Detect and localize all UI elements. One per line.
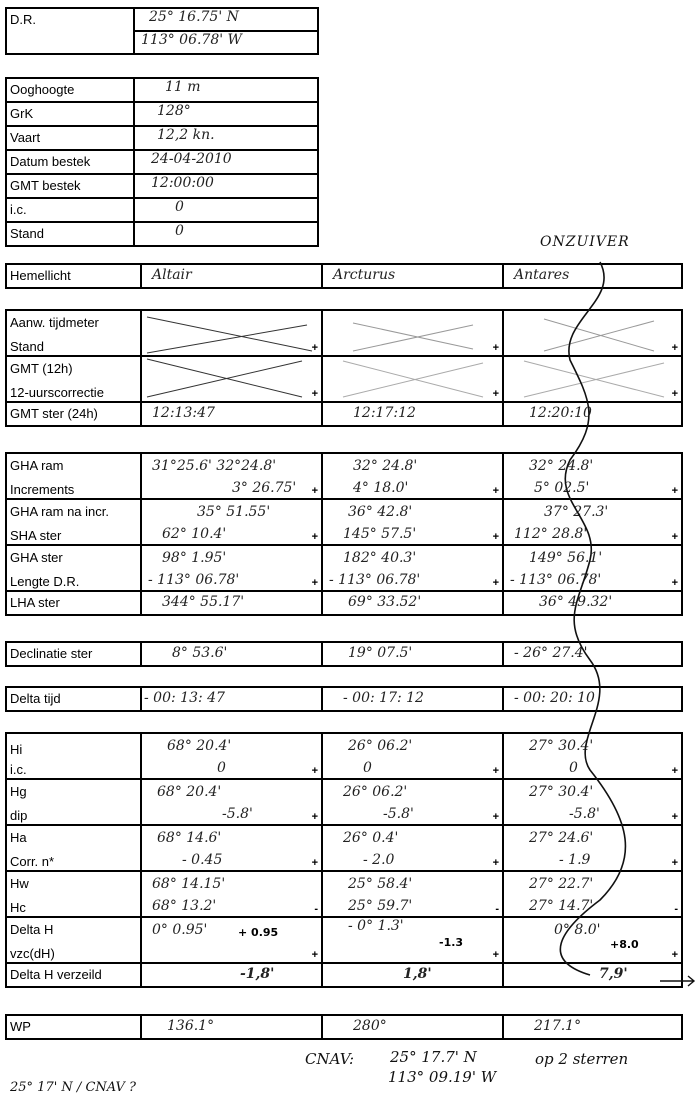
star-name: Altair — [152, 267, 192, 283]
value-cell: 0° 0.95' + 0.95 + — [141, 917, 322, 963]
value: 68° 20.4' — [157, 784, 222, 800]
dr-latitude: 25° 16.75' N — [134, 8, 318, 31]
value: +8.0 — [610, 938, 639, 951]
value: 217.1° — [534, 1018, 582, 1034]
value: 27° 30.4' — [529, 784, 594, 800]
value-cell: 32° 24.8' 4° 18.0' + — [322, 453, 503, 499]
value: - 00: 13: 47 — [144, 690, 225, 706]
cnav-latitude: 25° 17.7' N — [390, 1048, 477, 1066]
label-line: Stand — [10, 339, 44, 354]
label-line: GHA ster — [10, 550, 63, 565]
onzuiver-note: ONZUIVER — [540, 234, 630, 250]
value-cell: 35° 51.55' 62° 10.4' + — [141, 499, 322, 545]
value: -5.8' — [222, 806, 253, 822]
value: -5.8' — [569, 806, 600, 822]
value: 32° 24.8' — [353, 458, 418, 474]
value: 69° 33.52' — [348, 594, 422, 610]
value-cell: 68° 20.4' -5.8' + — [141, 779, 322, 825]
label-line: vzc(dH) — [10, 946, 55, 961]
label-line: Hg — [10, 784, 27, 799]
value: 112° 28.8' — [514, 526, 588, 542]
value: - 00: 20: 10 — [514, 690, 595, 706]
label-line: Lengte D.R. — [10, 574, 80, 589]
label-line: 12-uurscorrectie — [10, 385, 104, 400]
value: 25° 59.7' — [348, 898, 413, 914]
value-cell: - 0° 1.3' -1.3 + — [322, 917, 503, 963]
value: 27° 24.6' — [529, 830, 594, 846]
crossed-cell: + — [141, 356, 322, 402]
value: 62° 10.4' — [162, 526, 227, 542]
label-line: i.c. — [10, 762, 27, 777]
value: - 2.0 — [363, 852, 395, 868]
star-name: Antares — [514, 267, 570, 283]
value: 4° 18.0' — [353, 480, 409, 496]
value: 145° 57.5' — [343, 526, 417, 542]
value: 36° 49.32' — [539, 594, 613, 610]
value-cell: 182° 40.3' - 113° 06.78' + — [322, 545, 503, 591]
value: -5.8' — [383, 806, 414, 822]
value: - 113° 06.78' — [148, 572, 240, 588]
value: 35° 51.55' — [197, 504, 271, 520]
value: 12:17:12 — [353, 405, 416, 421]
value-cell: 98° 1.95' - 113° 06.78' + — [141, 545, 322, 591]
value-cell: 36° 42.8' 145° 57.5' + — [322, 499, 503, 545]
value-cell: 26° 06.2' 0 + — [322, 733, 503, 779]
value: - 113° 06.78' — [510, 572, 602, 588]
label-line: Increments — [10, 482, 75, 497]
info-label: Stand — [6, 222, 134, 246]
label-line: Hi — [10, 742, 23, 757]
value: 19° 07.5' — [348, 645, 413, 661]
value-cell: 37° 27.3' 112° 28.8' + — [503, 499, 682, 545]
label-line: Hw — [10, 876, 29, 891]
label-line: Ha — [10, 830, 27, 845]
label-line: Corr. n* — [10, 854, 55, 869]
value: 31°25.6' 32°24.8' — [152, 458, 277, 474]
crossed-cell: + — [322, 310, 503, 356]
label-line: WP — [10, 1019, 31, 1034]
value-cell: 68° 20.4' 0 + — [141, 733, 322, 779]
label-line: GHA ram — [10, 458, 64, 473]
value-cell: 27° 30.4' -5.8' + — [503, 779, 682, 825]
label-line: Delta H verzeild — [10, 967, 102, 982]
value: 27° 14.7' — [529, 898, 594, 914]
value: -1,8' — [240, 966, 275, 982]
label-line: dip — [10, 808, 28, 823]
value: 68° 20.4' — [167, 738, 232, 754]
value: 0 — [569, 760, 578, 776]
value: + 0.95 — [238, 926, 279, 939]
crossed-cell: + — [503, 356, 682, 402]
star-name: Arcturus — [333, 267, 396, 283]
value-cell: 32° 24.8' 5° 02.5' + — [503, 453, 682, 499]
value: 68° 14.6' — [157, 830, 222, 846]
value: 27° 22.7' — [529, 876, 594, 892]
value-cell: 149° 56.1' - 113° 06.78' + — [503, 545, 682, 591]
value-cell: 25° 58.4' 25° 59.7' - — [322, 871, 503, 917]
dr-label: D.R. — [6, 8, 134, 54]
value: - 1.9 — [559, 852, 591, 868]
label-line: Hc — [10, 900, 26, 915]
value: 68° 13.2' — [152, 898, 217, 914]
value: 136.1° — [167, 1018, 215, 1034]
value: 26° 06.2' — [343, 784, 408, 800]
label-line: SHA ster — [10, 528, 62, 543]
value: 12:20:10 — [529, 405, 592, 421]
value: 182° 40.3' — [343, 550, 417, 566]
value: - 0° 1.3' — [348, 918, 404, 934]
value-cell: 68° 14.6' - 0.45 + — [141, 825, 322, 871]
hemellicht-label: Hemellicht — [10, 268, 71, 283]
dr-longitude: 113° 06.78' W — [134, 31, 318, 54]
value: 5° 02.5' — [534, 480, 590, 496]
value-cell: 26° 0.4' - 2.0 + — [322, 825, 503, 871]
value: - 113° 06.78' — [329, 572, 421, 588]
info-value: 128° — [134, 102, 318, 126]
value-cell: 31°25.6' 32°24.8' 3° 26.75' + — [141, 453, 322, 499]
info-value: 12:00:00 — [134, 174, 318, 198]
label-line: Aanw. tijdmeter — [10, 315, 99, 330]
info-value: 0 — [134, 198, 318, 222]
label-line: Delta H — [10, 922, 54, 937]
cnav-label: CNAV: — [305, 1050, 355, 1068]
label-line: GHA ram na incr. — [10, 504, 109, 519]
value: -1.3 — [439, 936, 464, 949]
value: 1,8' — [403, 966, 432, 982]
value-cell: 0° 8.0' +8.0 + — [503, 917, 682, 963]
value-cell: 27° 30.4' 0 + — [503, 733, 682, 779]
value: - 26° 27.4' — [514, 645, 588, 661]
value: 3° 26.75' — [232, 480, 297, 496]
value-cell: 27° 24.6' - 1.9 + — [503, 825, 682, 871]
info-value: 11 m — [134, 78, 318, 102]
info-label: Datum bestek — [6, 150, 134, 174]
value: - 0.45 — [182, 852, 223, 868]
value: 26° 0.4' — [343, 830, 399, 846]
value: 0 — [217, 760, 226, 776]
bottom-note: 25° 17' N / CNAV ? — [10, 1080, 136, 1095]
label-line: Delta tijd — [10, 691, 61, 706]
label-line: GMT ster (24h) — [10, 406, 98, 421]
value: 27° 30.4' — [529, 738, 594, 754]
info-label: Ooghoogte — [6, 78, 134, 102]
crossed-cell: + — [322, 356, 503, 402]
value: 37° 27.3' — [544, 504, 609, 520]
info-label: GrK — [6, 102, 134, 126]
value: 12:13:47 — [152, 405, 215, 421]
info-value: 12,2 kn. — [134, 126, 318, 150]
value: 98° 1.95' — [162, 550, 227, 566]
info-label: GMT bestek — [6, 174, 134, 198]
value: 32° 24.8' — [529, 458, 594, 474]
cnav-longitude: 113° 09.19' W — [388, 1068, 497, 1086]
value: 280° — [353, 1018, 387, 1034]
info-label: i.c. — [6, 198, 134, 222]
crossed-cell: + — [503, 310, 682, 356]
value-cell: 68° 14.15' 68° 13.2' - — [141, 871, 322, 917]
value: - 00: 17: 12 — [343, 690, 424, 706]
value-cell: 26° 06.2' -5.8' + — [322, 779, 503, 825]
value: 36° 42.8' — [348, 504, 413, 520]
value: 0° 8.0' — [554, 922, 601, 938]
two-stars-note: op 2 sterren — [535, 1050, 629, 1068]
value: 344° 55.17' — [162, 594, 245, 610]
info-value: 24-04-2010 — [134, 150, 318, 174]
crossed-cell: + — [141, 310, 322, 356]
value: 149° 56.1' — [529, 550, 603, 566]
label-line: LHA ster — [10, 595, 60, 610]
info-label: Vaart — [6, 126, 134, 150]
label-line: Declinatie ster — [10, 646, 93, 661]
value: 68° 14.15' — [152, 876, 226, 892]
value: 0° 0.95' — [152, 922, 208, 938]
value: 8° 53.6' — [172, 645, 228, 661]
value: 7,9' — [599, 966, 628, 982]
value: 26° 06.2' — [348, 738, 413, 754]
value: 0 — [363, 760, 372, 776]
info-value: 0 — [134, 222, 318, 246]
label-line: GMT (12h) — [10, 361, 73, 376]
value: 25° 58.4' — [348, 876, 413, 892]
value-cell: 27° 22.7' 27° 14.7' - — [503, 871, 682, 917]
